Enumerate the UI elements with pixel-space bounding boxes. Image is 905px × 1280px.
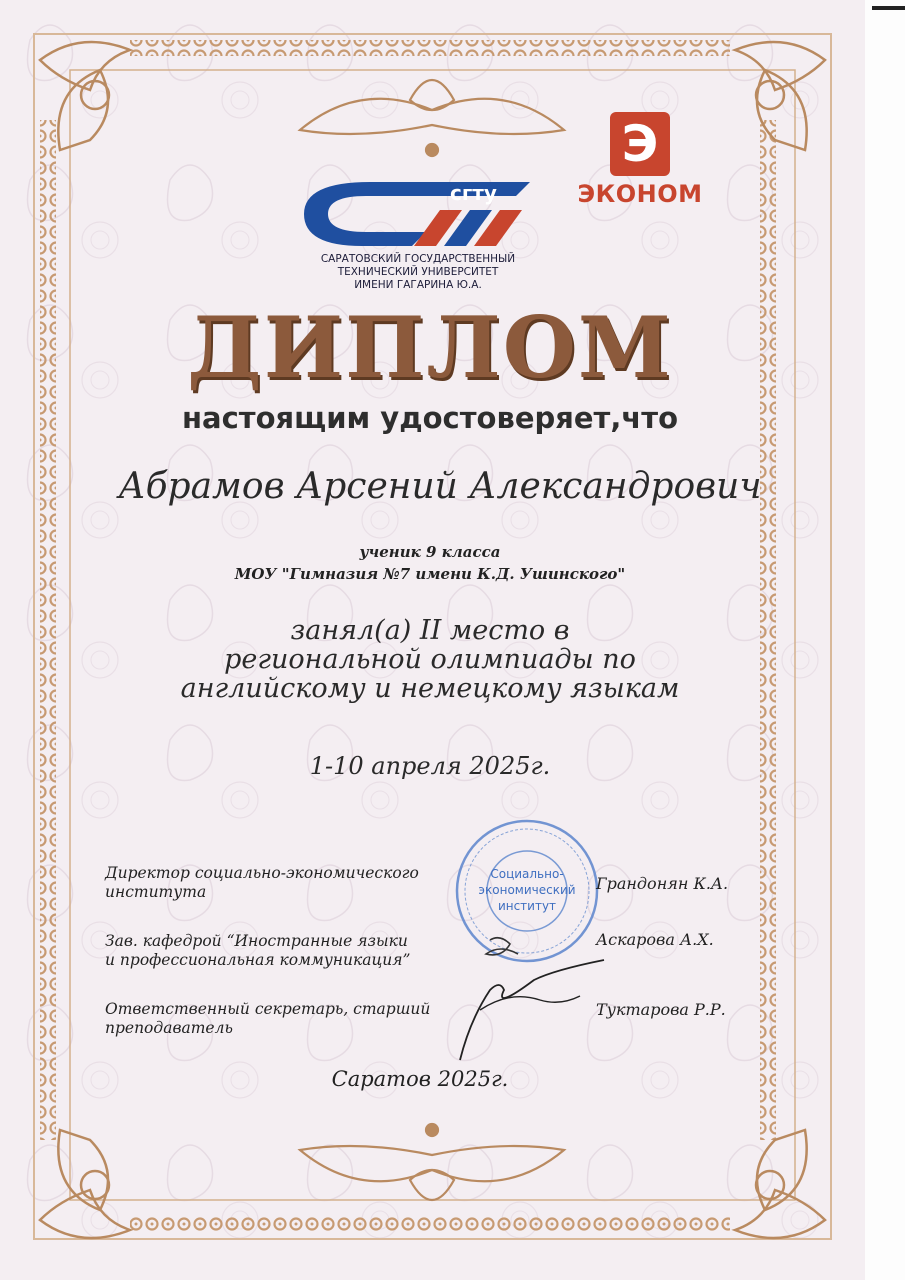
school-text: МОУ "Гимназия №7 имени К.Д. Ушинского" [234, 565, 626, 583]
university-caption-line: ТЕХНИЧЕСКИЙ УНИВЕРСИТЕТ [337, 266, 499, 278]
role-line: преподаватель [105, 1019, 233, 1037]
achievement-text [140, 616, 720, 703]
achievement-line: региональной олимпиады по [224, 644, 636, 675]
signatory-role-secretary [105, 1000, 435, 1038]
scan-margin [865, 0, 905, 1280]
stamp-text-line: Социально- [490, 867, 564, 881]
city-year: Саратов 2025г. [331, 1067, 509, 1091]
event-dates: 1-10 апреля 2025г. [309, 752, 551, 780]
diploma-title: ДИПЛОМ [187, 298, 673, 397]
scan-edge-mark [872, 6, 905, 10]
role-line: Ответственный секретарь, старший [105, 1000, 431, 1018]
stamp-text-line: институт [497, 899, 557, 913]
partner-name: ЭКОНОМ [577, 180, 703, 208]
partner-letter: Э [621, 115, 659, 173]
signatory-name-head: Аскарова А.Х. [596, 930, 714, 949]
signatory-name-director: Грандонян К.А. [596, 874, 729, 893]
partner-logo-mark [610, 112, 670, 176]
role-line: и профессиональная коммуникация” [105, 951, 411, 969]
grade-text: ученик 9 класса [359, 543, 501, 561]
role-line: Зав. кафедрой “Иностранные языки [105, 932, 408, 950]
handwritten-signatures [420, 920, 610, 1070]
achievement-line: занял(а) II место в [290, 615, 570, 646]
university-caption-line: САРАТОВСКИЙ ГОСУДАРСТВЕННЫЙ [320, 253, 516, 265]
achievement-line: английскому и немецкому языкам [180, 673, 680, 704]
university-abbr: сгту [450, 181, 497, 205]
role-line: Директор социально-экономического [105, 864, 419, 882]
university-caption-line: ИМЕНИ ГАГАРИНА Ю.А. [354, 279, 482, 291]
role-line: института [105, 883, 207, 901]
signatory-role-director [105, 864, 435, 902]
certifies-text: настоящим удостоверяет,что [181, 401, 679, 435]
signatory-role-head [105, 932, 435, 970]
stamp-text-line: экономический [478, 883, 576, 897]
university-caption [298, 253, 538, 292]
signatory-name-secretary: Туктарова Р.Р. [596, 1000, 726, 1019]
university-logo [300, 176, 536, 252]
recipient-name: Абрамов Арсений Александрович [118, 466, 762, 507]
